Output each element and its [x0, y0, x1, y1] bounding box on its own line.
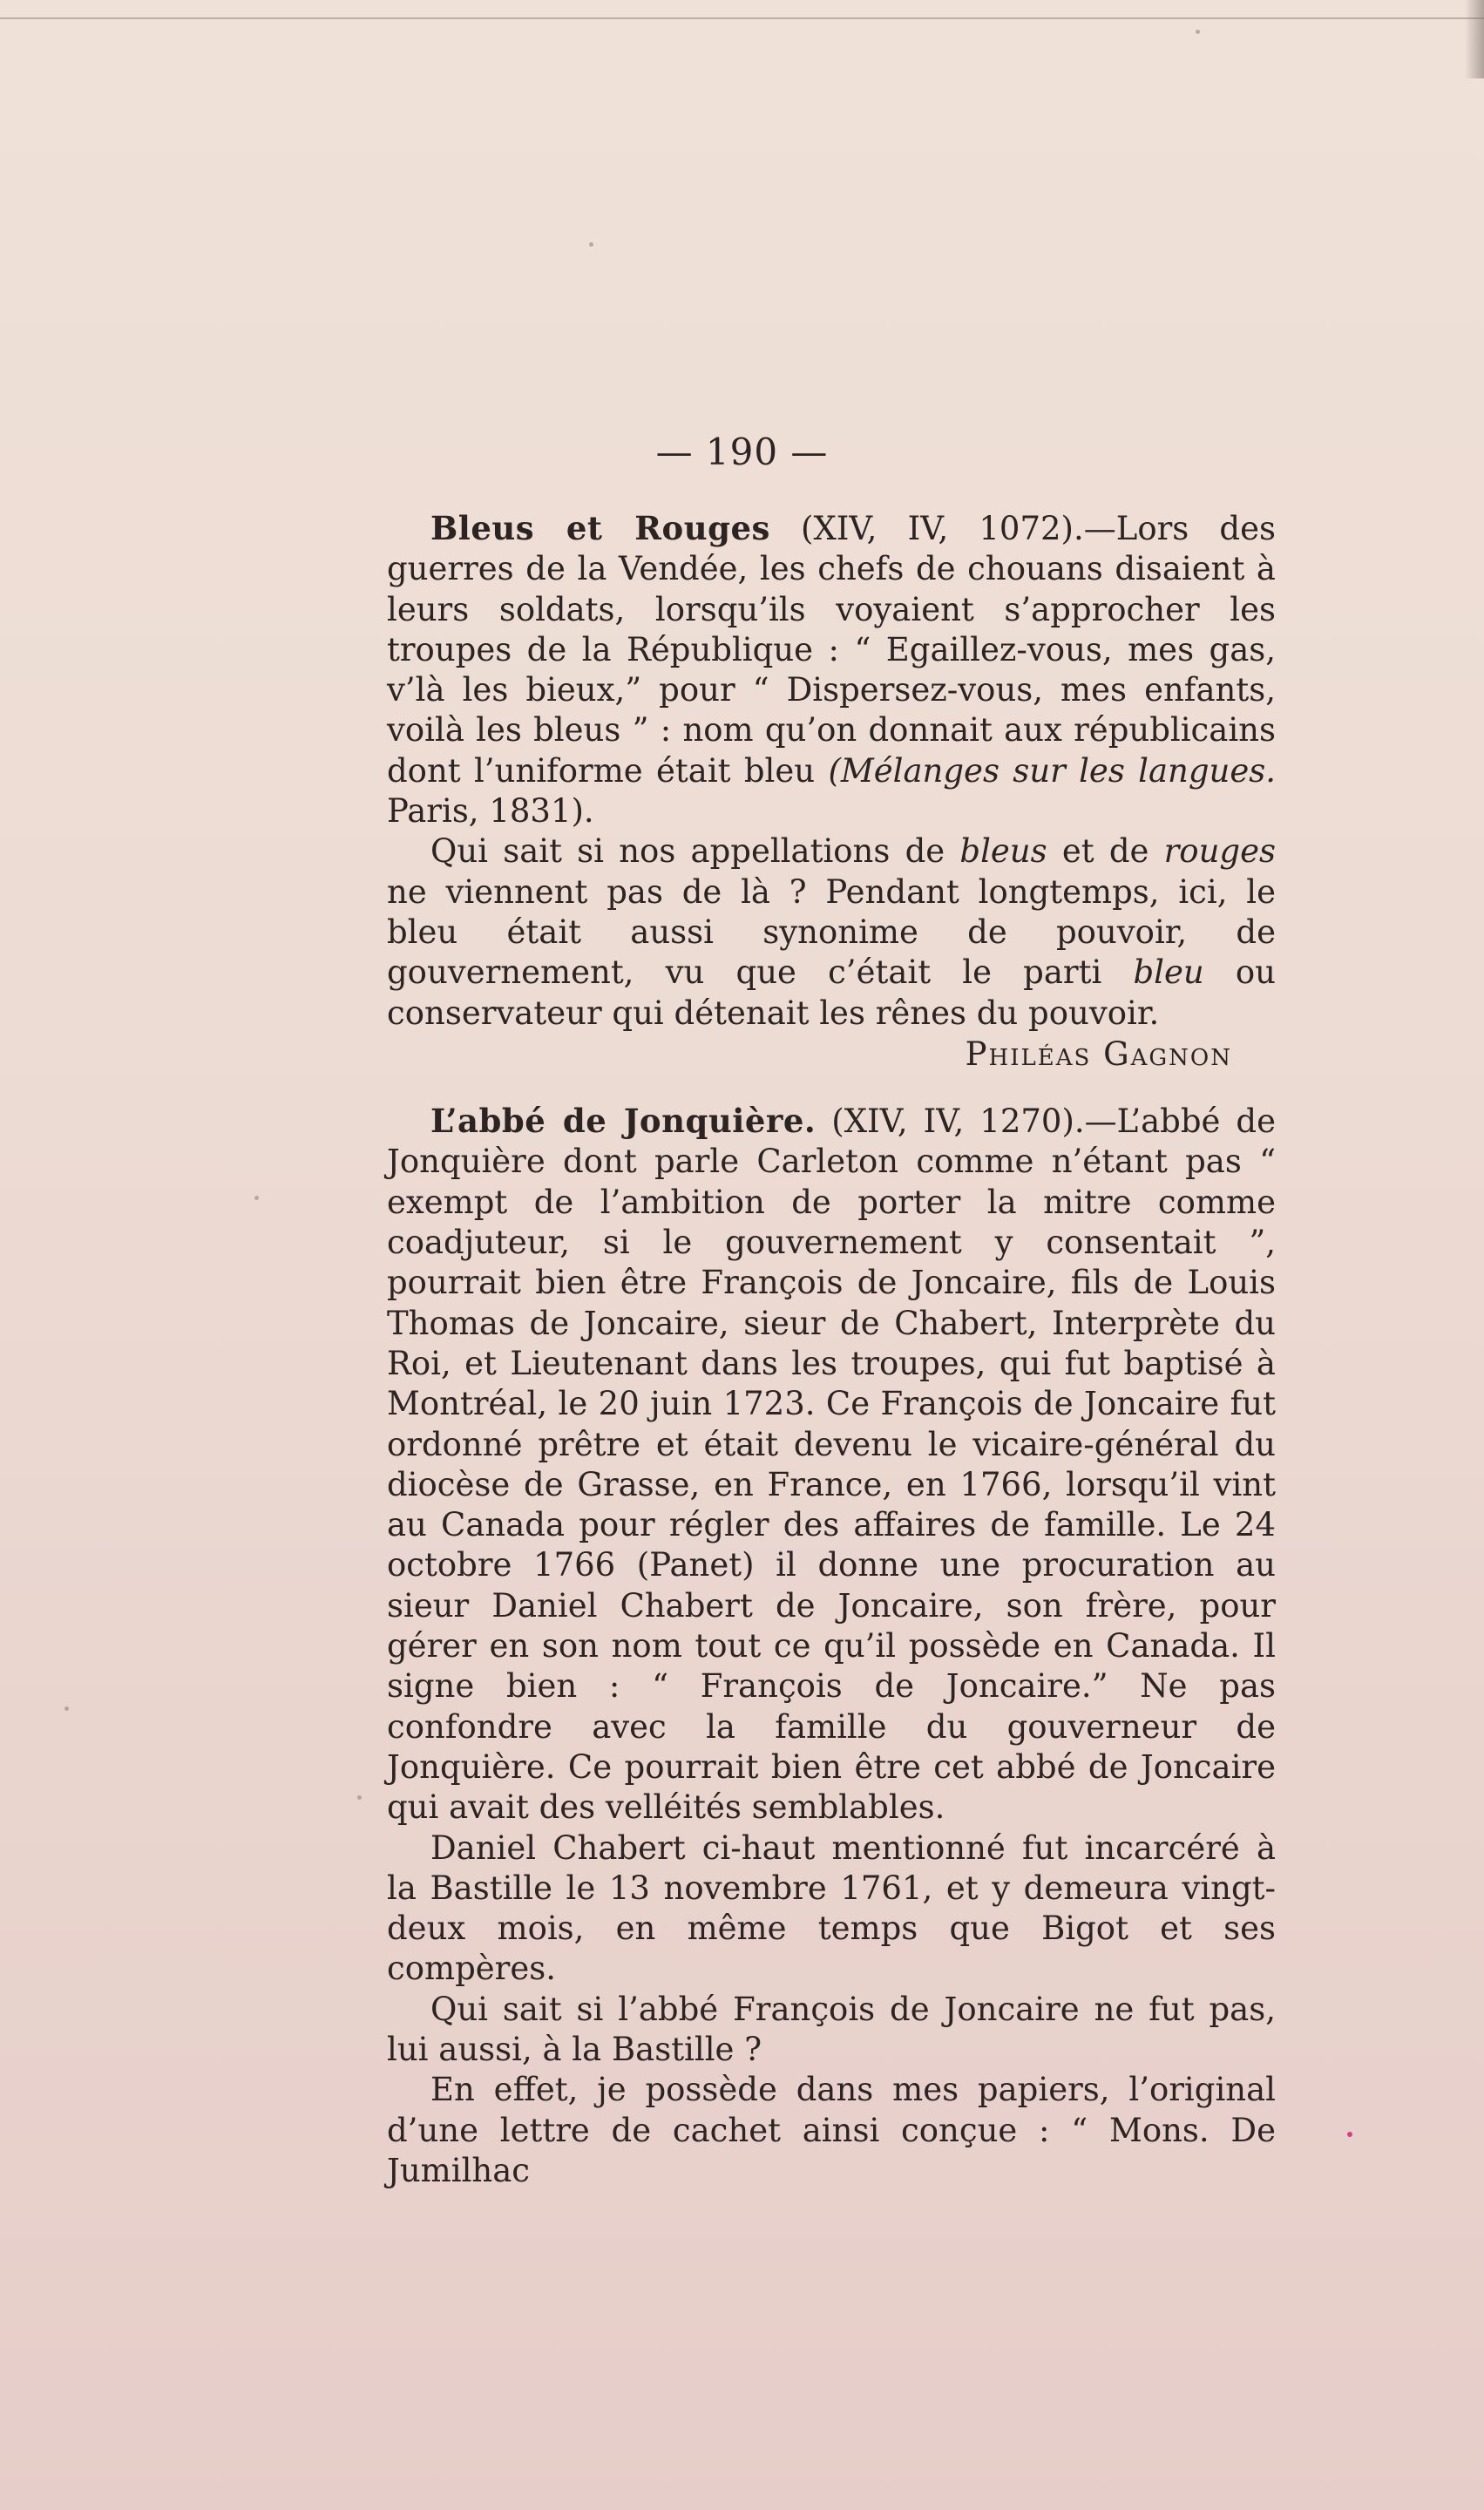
article-abbe-de-jonquiere-paragraph-3: Qui sait si l’abbé François de Joncaire ne fut pas, lui aussi, à la Bastille ? — [387, 1990, 1276, 2068]
page-number: — 190 — — [655, 431, 829, 473]
emphasis-text: bleus — [959, 832, 1047, 871]
paper-speck — [254, 1196, 259, 1200]
author-signature: Philéas Gagnon — [965, 1035, 1232, 1073]
emphasis-text: rouges — [1163, 832, 1276, 871]
paragraph-text: (XIV, IV, 1072).—Lors des guerres de la Vendée, les chefs de chouans disaient à leurs soldats, lorsqu’ils voyaient s’approcher les troupes de la République : “ Egaillez-vous, mes gas, v’là les bieux,” pour “ Dispersez-vous, mes enfants, voilà les bleus ” : nom qu’on donnait aux républicains dont l’uniforme était bleu — [387, 510, 1276, 790]
article-abbe-de-jonquiere-paragraph-4: En effet, je possède dans mes papiers, l’original d’une lettre de cachet ainsi conçue : “ Mons. De Jumilhac — [387, 2071, 1276, 2189]
citation-title: (Mélanges sur les langues. — [828, 751, 1277, 790]
paragraph-text: (XIV, IV, 1270).—L’abbé de Jonquière dont parle Carleton comme n’étant pas “ exempt de l’ambition de porter la mitre comme coadjuteur, si le gouvernement y consentait ”, pourrait bien être François de Joncaire, fils de Louis Thomas de Joncaire, sieur de Chabert, Interprète du Roi, et Lieutenant dans les troupes, qui fut baptisé à Montréal, le 20 juin 1723. Ce François de Joncaire fut ordonné prêtre et était devenu le vicaire-général du diocèse de Grasse, en France, en 1766, lorsqu’il vint au Canada pour régler des affaires de famille. Le 24 octobre 1766 (Panet) il donne une procuration au sieur Daniel Chabert de Joncaire, son frère, pour gérer en son nom tout ce qu’il possède en Canada. Il signe bien : “ François de Joncaire.” Ne pas confondre avec la famille du gouverneur de Jonquière. Ce pourrait bien être cet abbé de Joncaire qui avait des velléités semblables. — [387, 1102, 1276, 1827]
paragraph-text: et de — [1047, 832, 1164, 871]
paragraph-text: ou conservateur qui détenait les rênes du pouvoir. — [387, 953, 1276, 1032]
article-abbe-de-jonquiere-paragraph-2: Daniel Chabert ci-haut mentionné fut incarcéré à la Bastille le 13 novembre 1761, et y demeura vingt-deux mois, en même temps que Bigot et ses compères. — [387, 1828, 1276, 1988]
article-heading-bleus-et-rouges: Bleus et Rouges — [430, 509, 770, 547]
article-abbe-de-jonquiere-paragraph-1 — [387, 1101, 1276, 1828]
article-bleus-et-rouges-paragraph-2 — [387, 831, 1276, 1033]
paragraph-text: Paris, 1831). — [387, 792, 594, 831]
page-body — [387, 508, 1276, 2191]
paper-speck — [1347, 2132, 1352, 2137]
paper-speck — [1196, 30, 1200, 34]
paragraph-text: Qui sait si nos appellations de — [430, 832, 960, 871]
paper-speck — [357, 1795, 362, 1800]
emphasis-text: bleu — [1133, 953, 1204, 992]
article-separator — [387, 1075, 1276, 1101]
page-corner-shadow — [1465, 0, 1484, 78]
page-top-edge — [0, 5, 1484, 19]
article-bleus-et-rouges-paragraph-1 — [387, 508, 1276, 831]
paper-speck — [589, 242, 593, 247]
paper-speck — [64, 1706, 69, 1711]
paragraph-text: ne viennent pas de là ? Pendant longtemps, ici, le bleu était aussi synonime de pouvoir, de gouvernement, vu que c’était le parti — [387, 872, 1276, 992]
article-heading-abbe-de-jonquiere: L’abbé de Jonquière. — [430, 1102, 817, 1141]
